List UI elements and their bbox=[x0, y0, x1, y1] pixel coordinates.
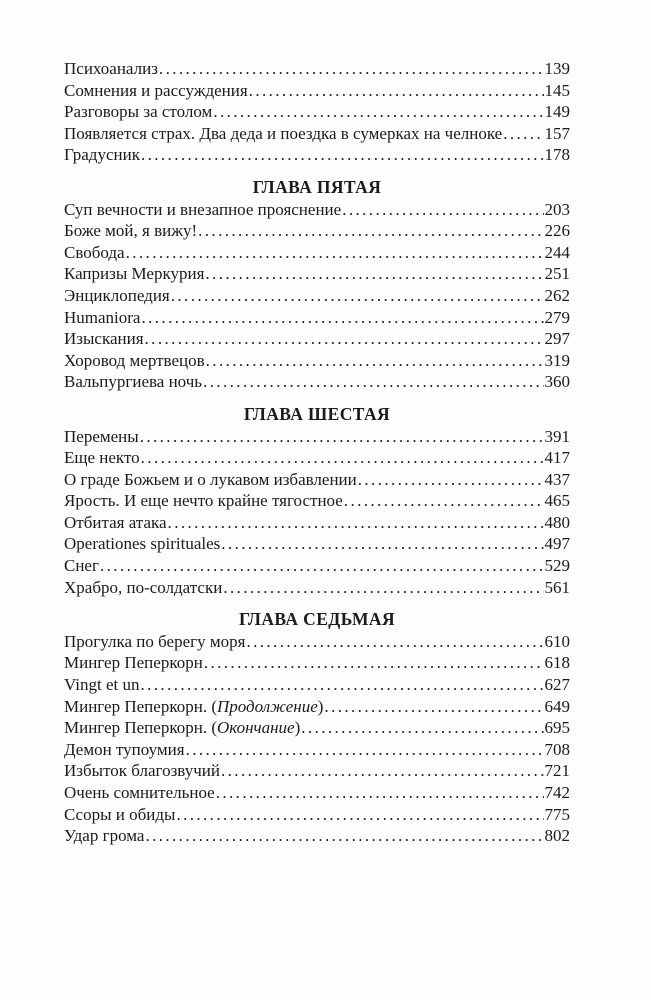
entry-page-number: 529 bbox=[544, 556, 570, 576]
dot-leader bbox=[140, 426, 544, 448]
toc-entry bbox=[64, 426, 570, 448]
dot-leader bbox=[344, 490, 544, 512]
toc-entry bbox=[64, 782, 570, 804]
dot-leader bbox=[171, 285, 544, 307]
entry-title: Humaniora bbox=[64, 307, 141, 327]
entry-page-number: 480 bbox=[544, 512, 570, 532]
entry-title: Ярость. И еще нечто крайне тягостное bbox=[64, 491, 343, 511]
toc-entry bbox=[64, 717, 570, 739]
dot-leader bbox=[324, 696, 543, 718]
dot-leader bbox=[206, 350, 544, 372]
entry-page-number: 695 bbox=[544, 718, 570, 738]
toc-entry bbox=[64, 80, 570, 102]
toc-entry bbox=[64, 447, 570, 469]
entry-title: Демон тупоумия bbox=[64, 739, 185, 759]
toc-entry bbox=[64, 804, 570, 826]
dot-leader bbox=[159, 58, 544, 80]
dot-leader bbox=[216, 782, 544, 804]
toc-entry bbox=[64, 512, 570, 534]
entry-page-number: 618 bbox=[544, 653, 570, 673]
entry-title: Хоровод мертвецов bbox=[64, 350, 205, 370]
entry-title: Вальпургиева ночь bbox=[64, 372, 203, 392]
entry-page-number: 561 bbox=[544, 577, 570, 597]
toc-section bbox=[64, 404, 570, 598]
toc-entry bbox=[64, 577, 570, 599]
toc-section bbox=[64, 177, 570, 393]
dot-leader bbox=[221, 533, 543, 555]
entry-title: Снег bbox=[64, 556, 99, 576]
entry-title: Боже мой, я вижу! bbox=[64, 221, 198, 241]
dot-leader bbox=[358, 469, 544, 491]
toc-entry bbox=[64, 101, 570, 123]
entry-page-number: 742 bbox=[544, 783, 570, 802]
entry-page-number: 262 bbox=[544, 285, 570, 305]
dot-leader bbox=[198, 220, 543, 242]
chapter-heading: ГЛАВА ПЯТАЯ bbox=[252, 176, 382, 197]
dot-leader bbox=[168, 512, 544, 534]
toc-entry bbox=[64, 760, 570, 782]
entry-title: Удар грома bbox=[64, 826, 145, 846]
dot-leader bbox=[204, 652, 544, 674]
entry-page-number: 244 bbox=[544, 242, 570, 262]
toc-entry bbox=[64, 555, 570, 577]
entry-title: Прогулка по берегу моря bbox=[64, 631, 246, 651]
dot-leader bbox=[503, 123, 543, 145]
entry-title: Изыскания bbox=[64, 329, 144, 349]
entry-page-number: 145 bbox=[544, 80, 570, 100]
toc-entry bbox=[64, 123, 570, 145]
entry-page-number: 319 bbox=[544, 350, 570, 370]
entry-title: Энциклопедия bbox=[64, 285, 170, 305]
toc-entry bbox=[64, 533, 570, 555]
toc-entry bbox=[64, 307, 570, 329]
entry-page-number: 627 bbox=[544, 675, 570, 695]
entry-title: Ссоры и обиды bbox=[64, 804, 176, 824]
entry-title: Капризы Меркурия bbox=[64, 264, 205, 284]
entry-page-number: 226 bbox=[544, 221, 570, 241]
dot-leader bbox=[141, 447, 544, 469]
toc-entry bbox=[64, 220, 570, 242]
entry-title-italic-segment: Продолжение bbox=[216, 696, 318, 716]
toc-entry bbox=[64, 739, 570, 761]
toc-entry bbox=[64, 144, 570, 166]
entry-title: Появляется страх. Два деда и поездка в сумерках на челноке bbox=[64, 123, 503, 143]
entry-title: Отбитая атака bbox=[64, 512, 167, 532]
entry-title-segment: Мингер Пеперкорн. ( bbox=[64, 696, 217, 716]
entry-page-number: 279 bbox=[544, 307, 570, 327]
entry-page-number: 203 bbox=[544, 199, 570, 219]
entry-page-number: 610 bbox=[544, 631, 570, 651]
entry-title: Суп вечности и внезапное прояснение bbox=[64, 199, 342, 219]
entry-title: Очень сомнительное bbox=[64, 783, 215, 802]
entry-title: Перемены bbox=[64, 426, 139, 446]
entry-page-number: 649 bbox=[544, 696, 570, 716]
toc-entry bbox=[64, 674, 570, 696]
dot-leader bbox=[301, 717, 543, 739]
entry-title: Избыток благозвучий bbox=[64, 761, 220, 781]
chapter-heading: ГЛАВА ШЕСТАЯ bbox=[243, 403, 391, 424]
entry-title-italic-segment: Окончание bbox=[216, 718, 295, 738]
dot-leader bbox=[221, 760, 544, 782]
entry-page-number: 465 bbox=[544, 491, 570, 511]
dot-leader bbox=[186, 739, 544, 761]
toc-entry bbox=[64, 490, 570, 512]
toc-entry bbox=[64, 696, 570, 718]
dot-leader bbox=[176, 804, 543, 826]
toc-entry bbox=[64, 350, 570, 372]
dot-leader bbox=[141, 144, 544, 166]
entry-title: Свобода bbox=[64, 242, 125, 262]
toc-entry bbox=[64, 371, 570, 393]
entry-page-number: 497 bbox=[544, 534, 570, 554]
dot-leader bbox=[223, 577, 543, 599]
entry-title-segment: ) bbox=[317, 696, 324, 716]
entry-title: Еще некто bbox=[64, 448, 140, 468]
entry-title: Психоанализ bbox=[64, 59, 158, 78]
entry-title: Храбро, по-солдатски bbox=[64, 577, 223, 597]
entry-title-segment: ) bbox=[294, 718, 301, 738]
dot-leader bbox=[140, 674, 543, 696]
dot-leader bbox=[145, 328, 544, 350]
entry-title bbox=[64, 696, 323, 718]
dot-leader bbox=[100, 555, 544, 577]
entry-page-number: 251 bbox=[544, 264, 570, 284]
entry-page-number: 297 bbox=[544, 329, 570, 349]
toc-entry bbox=[64, 328, 570, 350]
entry-page-number: 437 bbox=[544, 469, 570, 489]
entry-title: Градусник bbox=[64, 145, 140, 165]
dot-leader bbox=[249, 80, 544, 102]
entry-page-number: 802 bbox=[544, 826, 570, 846]
toc-section bbox=[64, 58, 570, 166]
toc-entry bbox=[64, 199, 570, 221]
dot-leader bbox=[213, 101, 543, 123]
chapter-heading: ГЛАВА СЕДЬМАЯ bbox=[239, 609, 395, 630]
dot-leader bbox=[342, 199, 543, 221]
dot-leader bbox=[145, 825, 543, 847]
dot-leader bbox=[141, 307, 543, 329]
toc-entry bbox=[64, 58, 570, 80]
entry-page-number: 708 bbox=[544, 739, 570, 759]
entry-page-number: 157 bbox=[544, 123, 570, 143]
toc-entry bbox=[64, 631, 570, 653]
toc-entry bbox=[64, 242, 570, 264]
entry-page-number: 775 bbox=[544, 804, 570, 824]
entry-title: Сомнения и рассуждения bbox=[64, 80, 248, 100]
entry-page-number: 139 bbox=[544, 59, 570, 78]
entry-page-number: 360 bbox=[544, 372, 570, 392]
entry-title: Мингер Пеперкорн bbox=[64, 653, 203, 673]
toc-entry bbox=[64, 263, 570, 285]
entry-page-number: 178 bbox=[544, 145, 570, 165]
entry-title: О граде Божьем и о лукавом избавлении bbox=[64, 469, 357, 489]
dot-leader bbox=[126, 242, 544, 264]
entry-title-segment: Мингер Пеперкорн. ( bbox=[64, 718, 217, 738]
toc-list bbox=[64, 58, 570, 847]
dot-leader bbox=[203, 371, 543, 393]
entry-title: Разговоры за столом bbox=[64, 102, 213, 122]
toc-entry bbox=[64, 469, 570, 491]
dot-leader bbox=[246, 631, 543, 653]
entry-page-number: 417 bbox=[544, 448, 570, 468]
entry-title: Operationes spirituales bbox=[64, 534, 221, 554]
toc-entry bbox=[64, 285, 570, 307]
entry-title bbox=[64, 717, 300, 739]
toc-entry bbox=[64, 825, 570, 847]
dot-leader bbox=[205, 263, 543, 285]
entry-page-number: 391 bbox=[544, 426, 570, 446]
entry-title: Vingt et un bbox=[64, 675, 140, 695]
toc-section bbox=[64, 609, 570, 847]
entry-page-number: 149 bbox=[544, 102, 570, 122]
entry-page-number: 721 bbox=[544, 761, 570, 781]
toc-entry bbox=[64, 652, 570, 674]
